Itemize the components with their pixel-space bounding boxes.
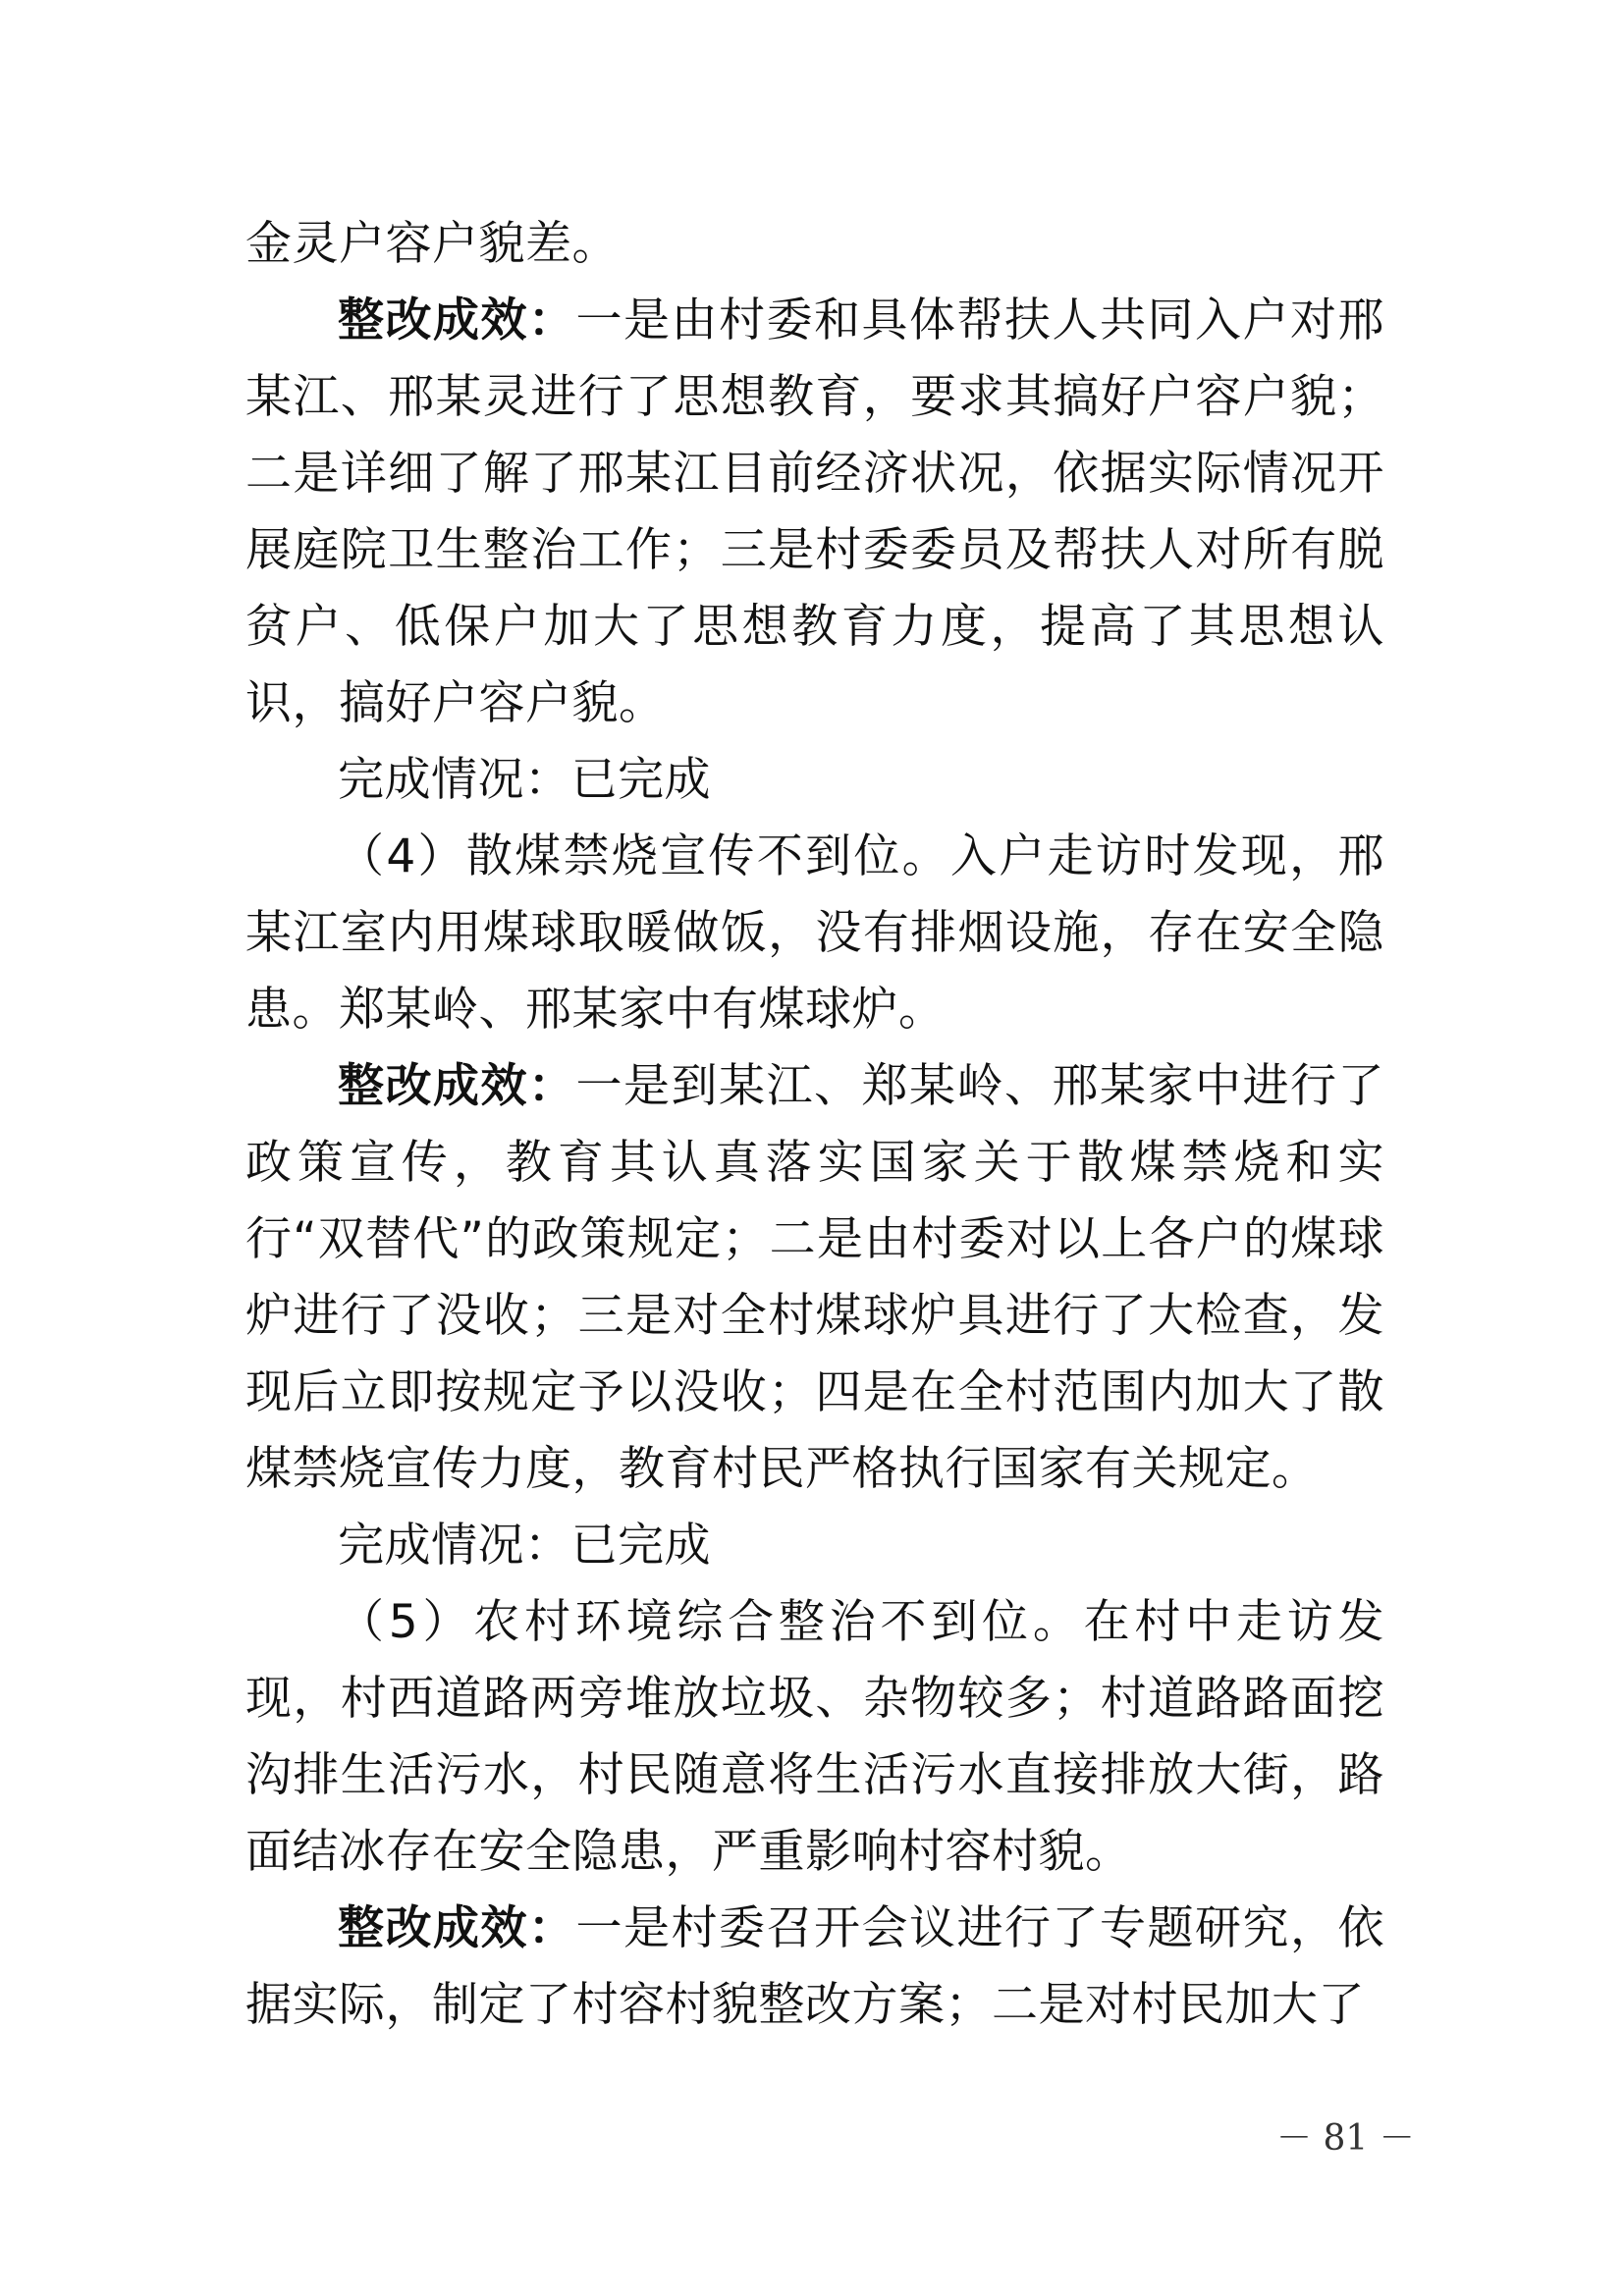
paragraph-lead-heading: 整改成效： bbox=[338, 1059, 576, 1113]
paragraph-text: 一是村委召开会议进行了专题研究，依据实际，制定了村容村貌整改方案；二是对村民加大了 bbox=[245, 1901, 1384, 2032]
paragraph-rectification-result-3 bbox=[245, 1891, 1384, 2044]
paragraph-text: （5）农村环境综合整治不到位。在村中走访发现，村西道路两旁堆放垃圾、杂物较多；村道路路面挖沟排生活污水，村民随意将生活污水直接排放大街，路面结冰存在安全隐患，严重影响村容村貌。 bbox=[245, 1595, 1384, 1879]
paragraph-lead-heading: 整改成效： bbox=[338, 294, 576, 347]
page-number: － 81 － bbox=[1276, 2118, 1415, 2159]
paragraph-text: 一是到某江、郑某岭、邢某家中进行了政策宣传，教育其认真落实国家关于散煤禁烧和实行“双替代”的政策规定；二是由村委对以上各户的煤球炉进行了没收；三是对全村煤球炉具进行了大检查，发现后立即按规定予以没收；四是在全村范围内加大了散煤禁烧宣传力度，教育村民严格执行国家有关规定。 bbox=[245, 1059, 1384, 1496]
paragraph-text: 完成情况：已完成 bbox=[338, 1519, 711, 1573]
paragraph-continuation bbox=[245, 206, 1384, 283]
paragraph-completion-status-2 bbox=[245, 1508, 1384, 1584]
paragraph-rectification-result-2 bbox=[245, 1048, 1384, 1508]
paragraph-rectification-result-1 bbox=[245, 283, 1384, 742]
paragraph-text: 金灵户容户貌差。 bbox=[245, 217, 619, 271]
paragraph-text: 完成情况：已完成 bbox=[338, 753, 711, 807]
paragraph-text: 一是由村委和具体帮扶人共同入户对邢某江、邢某灵进行了思想教育，要求其搞好户容户貌；二是详细了解了邢某江目前经济状况，依据实际情况开展庭院卫生整治工作；三是村委委员及帮扶人对所有脱贫户、低保户加大了思想教育力度，提高了其思想认识，搞好户容户貌。 bbox=[245, 294, 1384, 730]
paragraph-completion-status-1 bbox=[245, 742, 1384, 819]
paragraph-issue-5 bbox=[245, 1584, 1384, 1891]
paragraph-lead-heading: 整改成效： bbox=[338, 1901, 576, 1955]
paragraph-text: （4）散煤禁烧宣传不到位。入户走访时发现，邢某江室内用煤球取暖做饭，没有排烟设施，存在安全隐患。郑某岭、邢某家中有煤球炉。 bbox=[245, 829, 1384, 1037]
document-body bbox=[245, 206, 1384, 2044]
paragraph-issue-4 bbox=[245, 819, 1384, 1048]
